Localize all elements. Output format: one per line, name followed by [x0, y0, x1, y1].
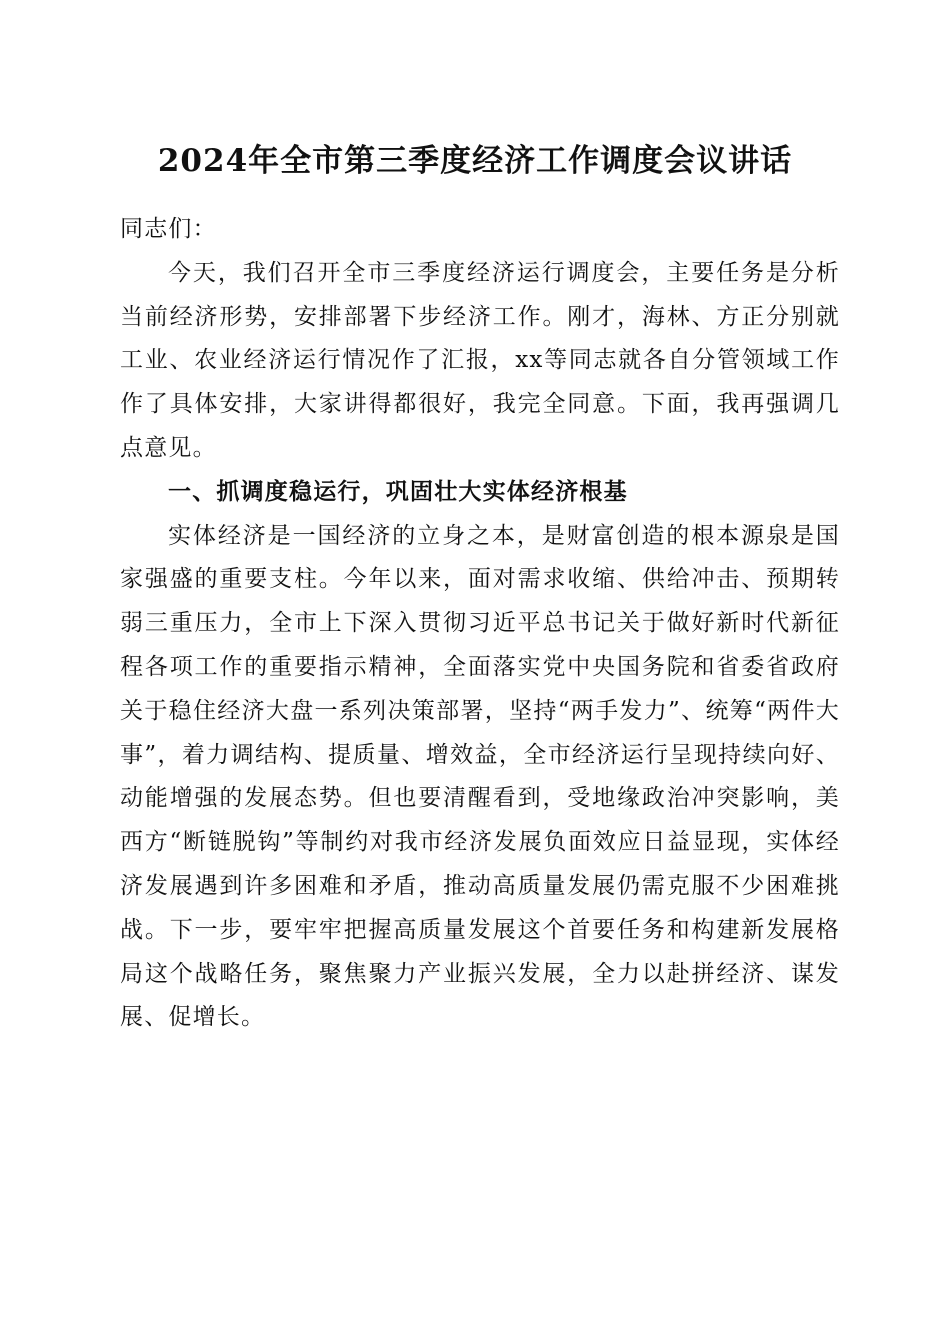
document-body	[120, 208, 840, 1040]
intro-paragraph: 今天，我们召开全市三季度经济运行调度会，主要任务是分析当前经济形势，安排部署下步经济工作。刚才，海林、方正分别就工业、农业经济运行情况作了汇报，xx等同志就各自分管领域工作作了具体安排，大家讲得都很好，我完全同意。下面，我再强调几点意见。	[120, 259, 840, 461]
document-title: 2024年全市第三季度经济工作调度会议讲话	[157, 143, 793, 179]
salutation: 同志们：	[120, 216, 217, 242]
section-heading-1: 一、抓调度稳运行，巩固壮大实体经济根基	[168, 478, 628, 505]
section-paragraph-1: 实体经济是一国经济的立身之本，是财富创造的根本源泉是国家强盛的重要支柱。今年以来，面对需求收缩、供给冲击、预期转弱三重压力，全市上下深入贯彻习近平总书记关于做好新时代新征程各项工作的重要指示精神，全面落实党中央国务院和省委省政府关于稳住经济大盘一系列决策部署，坚持“两手发力”、统筹“两件大事”，着力调结构、提质量、增效益，全市经济运行呈现持续向好、动能增强的发展态势。但也要清醒看到，受地缘政治冲突影响，美西方“断链脱钩”等制约对我市经济发展负面效应日益显现，实体经济发展遇到许多困难和矛盾，推动高质量发展仍需克服不少困难挑战。下一步，要牢牢把握高质量发展这个首要任务和构建新发展格局这个战略任务，聚焦聚力产业振兴发展，全力以赴拼经济、谋发展、促增长。	[120, 522, 840, 1031]
